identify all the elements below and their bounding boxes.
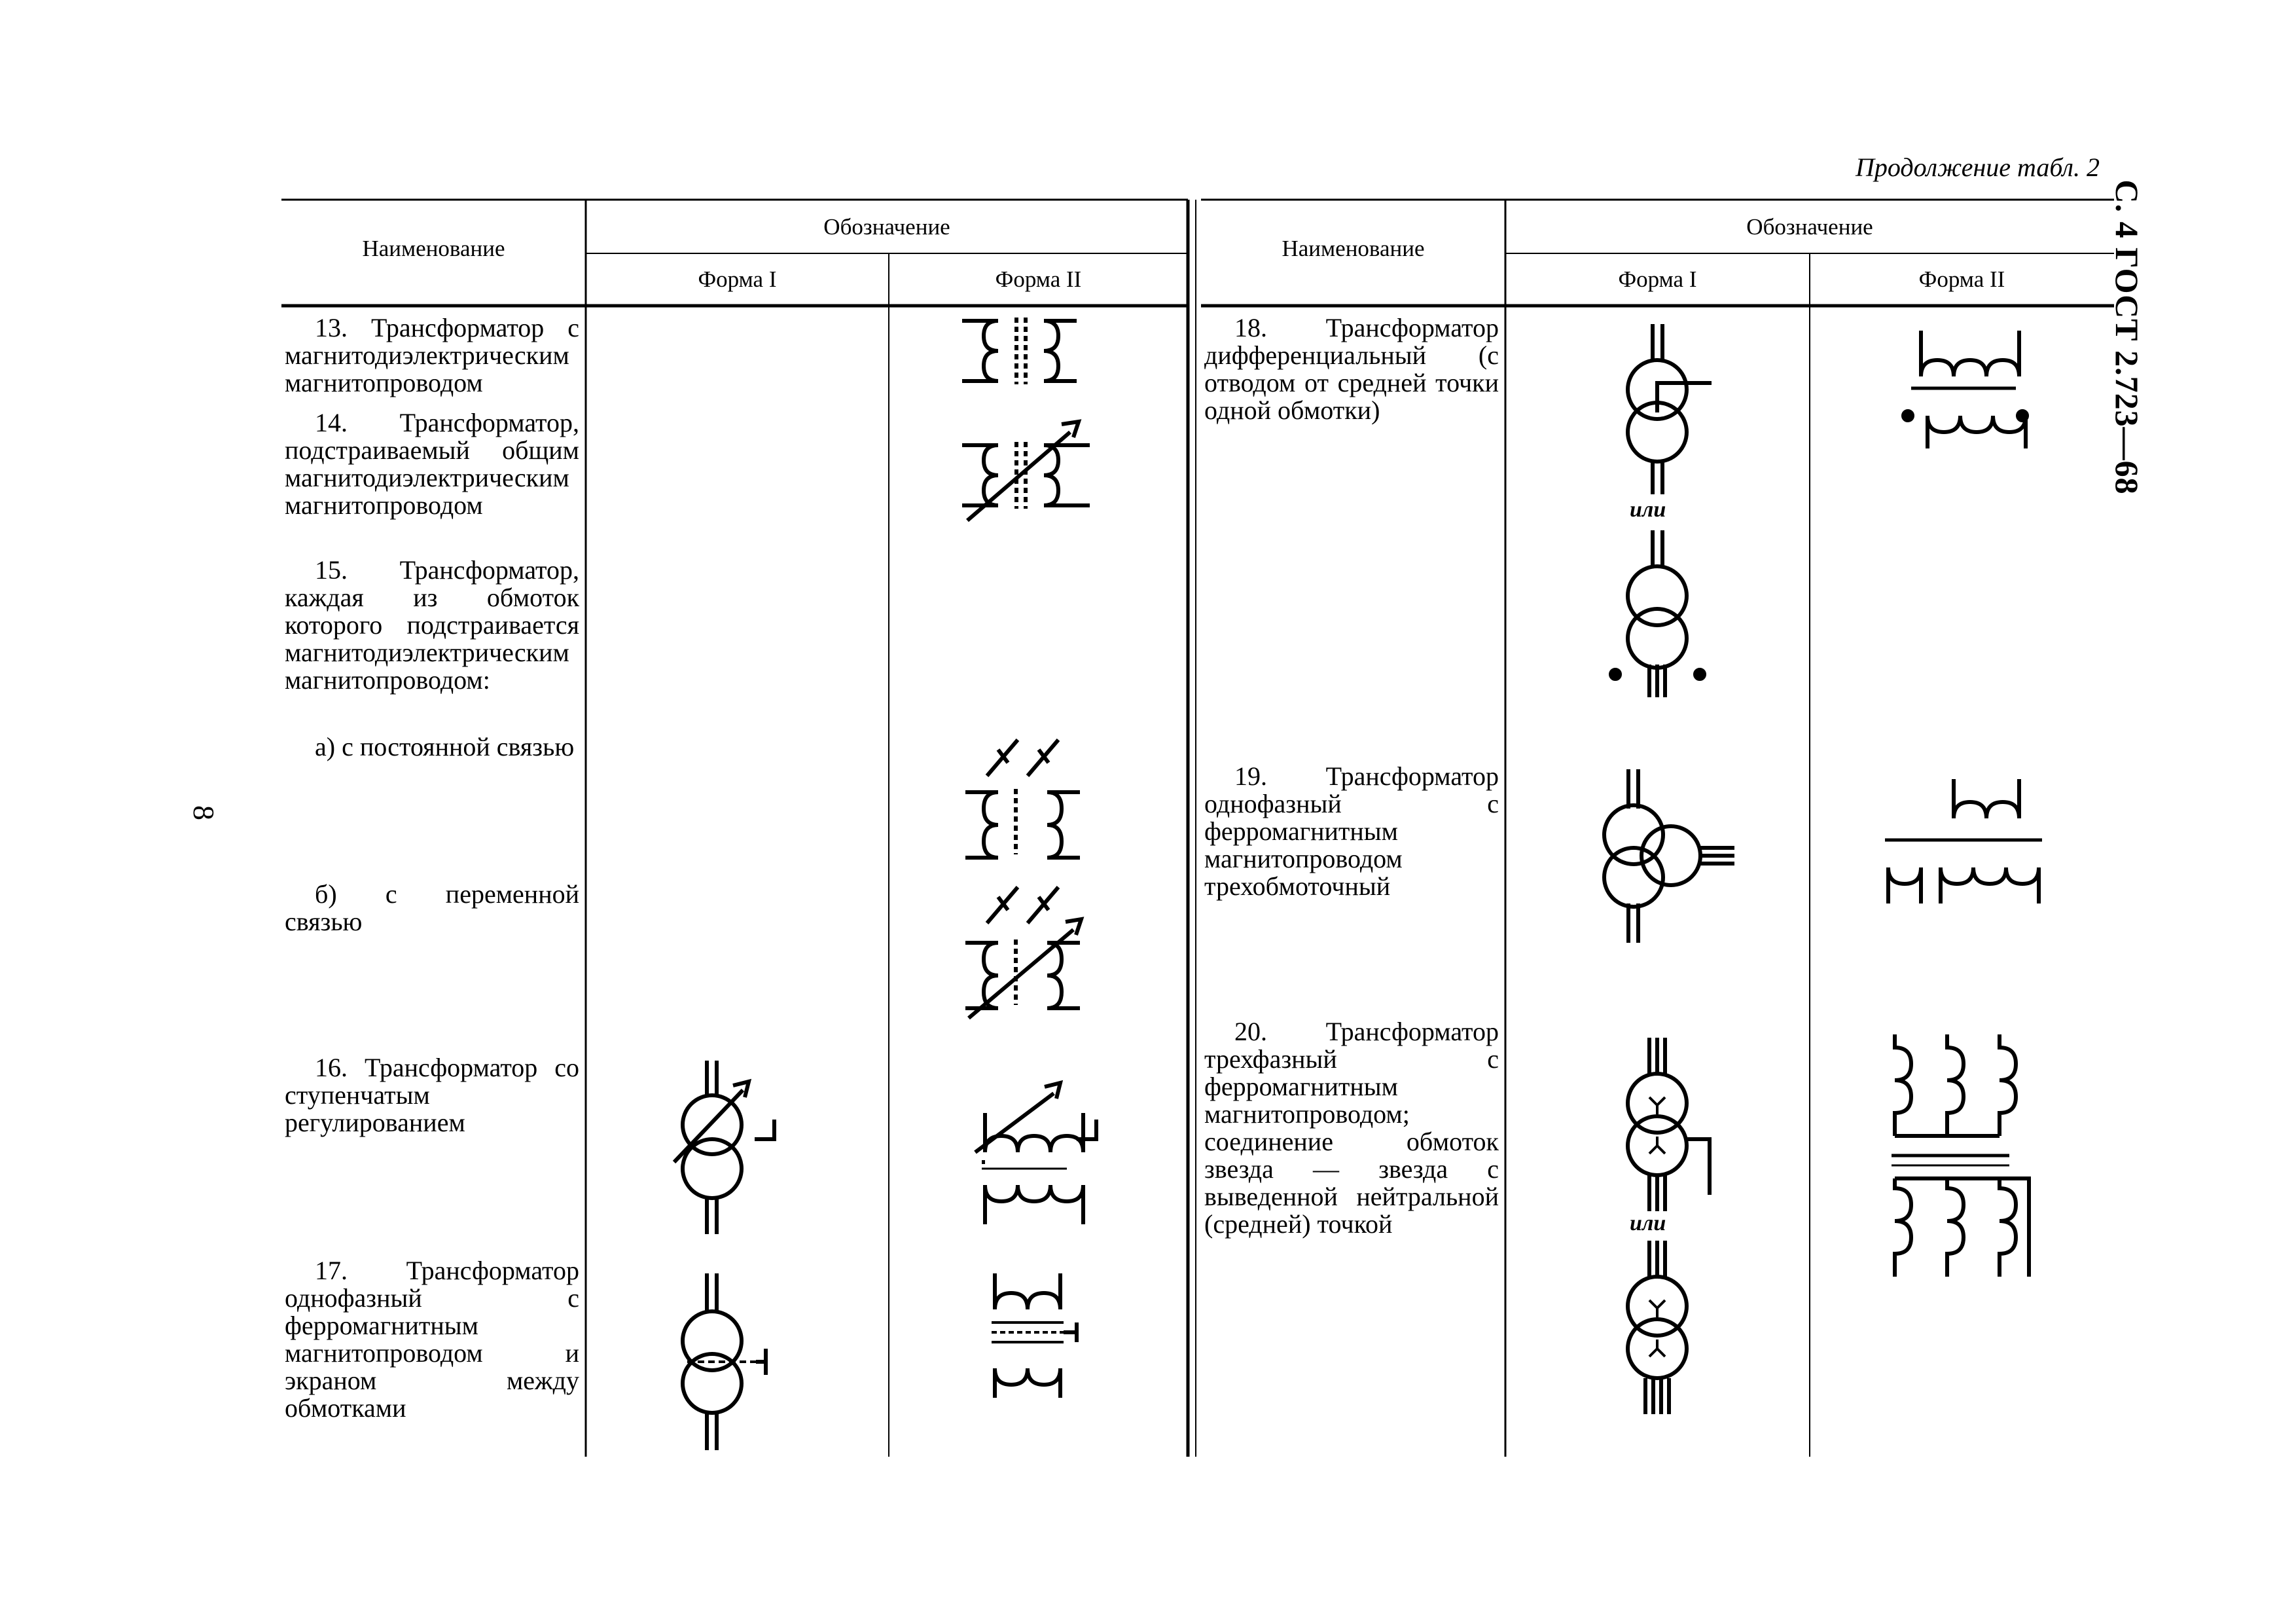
page-number: 8: [187, 805, 221, 820]
row-17-name: 17. Трансформатор однофазный с ферромагнитным магнитопроводом и экраном между обмотками: [285, 1256, 579, 1423]
or-label-18: или: [1630, 498, 1666, 522]
transformer-step-regulation-icon: [975, 1083, 1096, 1224]
row-19-name: 19. Трансформатор однофазный с ферромагнитным магнитопроводом трехобмоточный: [1204, 761, 1499, 901]
row-20-name: 20. Трансформатор трехфазный с ферромагнитным магнитопроводом; соединение обмоток звезда — звезда с выведенной нейтральной (средней) точкой: [1204, 1017, 1499, 1239]
header-designation-left: Обозначение: [823, 214, 950, 240]
transformer-constant-coupling-icon: [965, 740, 1080, 858]
header-designation-right: Обозначение: [1746, 214, 1873, 240]
row-15a-name: а) с постоянной связью: [315, 732, 575, 761]
transformer-star-star-icon: [1892, 1034, 2029, 1277]
header-form1-right: Форма I: [1618, 266, 1697, 292]
transformer-star-star-icon: [1628, 1038, 1710, 1211]
continuation-note: Продолжение табл. 2: [1855, 153, 2100, 182]
transformer-three-winding-icon: [1885, 779, 2042, 903]
row-14-name: 14. Трансформатор, подстраиваемый общим магнитодиэлектрическим магнитопроводом: [285, 408, 579, 520]
row-18-name: 18. Трансформатор дифференциальный (с отводом от средней точки одной обмотки): [1204, 313, 1499, 425]
transformer-screen-icon: [992, 1273, 1077, 1398]
transformer-differential-icon: [1903, 331, 2027, 448]
transformer-screen-icon: [683, 1273, 766, 1450]
header-form2-right: Форма II: [1918, 266, 2005, 292]
or-label-20: или: [1630, 1211, 1666, 1235]
header-form2-left: Форма II: [995, 266, 1082, 292]
header-name-left: Наименование: [362, 236, 505, 261]
row-15b-name: б) с переменной связью: [285, 879, 579, 936]
transformer-star-star-icon: [1628, 1241, 1687, 1414]
header-name-right: Наименование: [1282, 236, 1425, 261]
row-13-name: 13. Трансформатор с магнитодиэлектрическим магнитопроводом: [285, 313, 579, 397]
transformer-step-regulation-icon: [674, 1061, 774, 1234]
transformer-magnetodielectric-icon: [962, 318, 1077, 384]
transformer-tunable-icon: [962, 422, 1090, 520]
standard-title: С. 4 ГОСТ 2.723—68: [2109, 179, 2145, 495]
header-form1-left: Форма I: [698, 266, 777, 292]
row-16-name: 16. Трансформатор со ступенчатым регулированием: [285, 1053, 579, 1137]
transformer-three-winding-icon: [1604, 769, 1734, 943]
transformer-differential-icon: [1611, 530, 1704, 697]
transformer-differential-icon: [1628, 324, 1712, 494]
transformer-variable-coupling-icon: [965, 887, 1081, 1018]
row-15-name: 15. Трансформатор, каждая из обмоток которого подстраивается магнитодиэлектрическим магнитопроводом:: [285, 555, 579, 695]
